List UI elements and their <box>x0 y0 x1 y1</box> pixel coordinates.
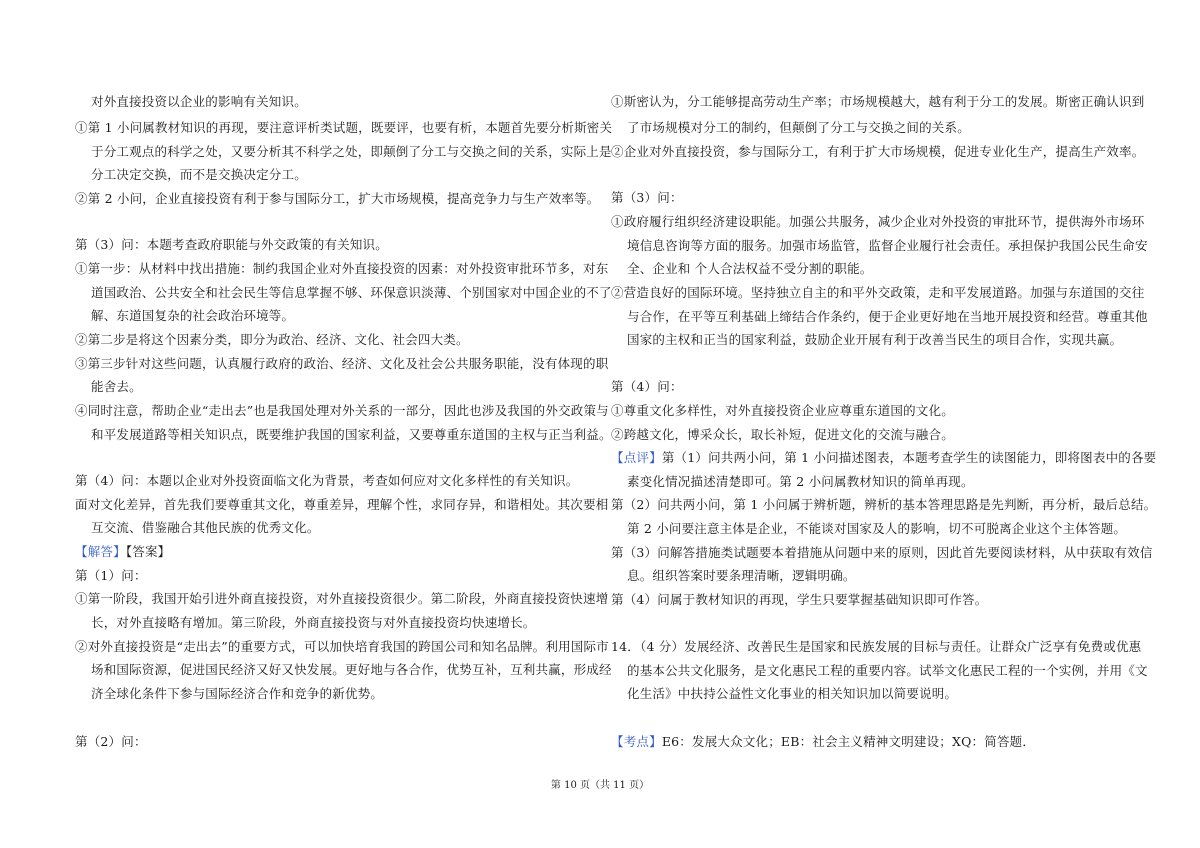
paragraph: ①第一步：从材料中找出措施：制约我国企业对外直接投资的因素：对外投资审批环节多，对东 <box>75 261 609 276</box>
paragraph: 长，对外直接略有增加。第三阶段，外商直接投资与对外直接投资均快速增长。 <box>91 615 536 630</box>
paragraph: 于分工观点的科学之处，又要分析其不科学之处，即颠倒了分工与交换之间的关系，实际上是 <box>91 144 612 159</box>
paragraph: ①第一阶段，我国开始引进外商直接投资，对外直接投资很少。第二阶段，外商直接投资快速增 <box>75 591 609 606</box>
paragraph: ③第三步针对这些问题，认真履行政府的政治、经济、文化及社会公共服务职能，没有体现的职 <box>75 356 609 371</box>
paragraph: 第（2）问共两小问，第 1 小问属于辨析题，辨析的基本答理思路是先判断，再分析，最后总结。 <box>611 497 1157 512</box>
paragraph: 的基本公共文化服务，是文化惠民工程的重要内容。试举文化惠民工程的一个实例，并用《文 <box>627 663 1148 678</box>
paragraph: 第（4）问属于教材知识的再现，学生只要掌握基础知识即可作答。 <box>611 592 988 607</box>
paragraph: ②第二步是将这个因素分类，即分为政治、经济、文化、社会四大类。 <box>75 332 469 347</box>
paragraph: 境信息咨询等方面的服务。加强市场监管，监督企业履行社会责任。承担保护我国公民生命安 <box>627 238 1148 253</box>
daan-label: 【答案】 <box>125 544 171 559</box>
paragraph: 道国政治、公共安全和社会民生等信息掌握不够、环保意识淡薄、个别国家对中国企业的不了 <box>91 285 612 300</box>
paragraph: 化生活》中扶持公益性文化事业的相关知识加以简要说明。 <box>627 686 958 701</box>
page-footer: 第 10 页（共 11 页） <box>550 780 650 791</box>
section-heading: 第（2）问： <box>75 734 147 749</box>
section-heading: 第（4）问：本题以企业对外投资面临文化为背景，考查如何应对文化多样性的有关知识。 <box>75 473 579 488</box>
paragraph: 与合作，在平等互利基础上缔结合作条约，便于企业更好地在当地开展投资和经营。尊重其他 <box>627 309 1148 324</box>
paragraph: 和平发展道路等相关知识点，既要维护我国的国家利益，又要尊重东道国的主权与正当利益。 <box>91 427 612 442</box>
paragraph: 解、东道国复杂的社会政治环境等。 <box>91 308 295 323</box>
section-heading: 第（3）问： <box>611 190 683 205</box>
section-heading: 第（3）问：本题考查政府职能与外交政策的有关知识。 <box>75 237 388 252</box>
paragraph: ①第 1 小问属教材知识的再现，要注意评析类试题，既要评，也要有析，本题首先要分析斯密关 <box>75 120 613 135</box>
paragraph: 对外直接投资以企业的影响有关知识。 <box>91 94 307 109</box>
section-heading: 第（1）问： <box>75 568 147 583</box>
paragraph: 第（3）问解答措施类试题要本着措施从问题中来的原则，因此首先要阅读材料，从中获取有效信 <box>611 545 1153 560</box>
paragraph: ④同时注意，帮助企业“走出去”也是我国处理对外关系的一部分，因此也涉及我国的外交政策与 <box>75 403 609 418</box>
paragraph: 场和国际资源，促进国民经济又好又快发展。更好地与各合作，优势互补，互利共赢，形成经 <box>91 662 612 677</box>
paragraph: ②企业对外直接投资，参与国际分工，有利于扩大市场规模，促进专业化生产，提高生产效率。 <box>611 144 1145 159</box>
paragraph: 息。组织答案时要条理清晰，逻辑明确。 <box>627 568 856 583</box>
paragraph: 素变化情况描述清楚即可。第 2 小问属教材知识的简单再现。 <box>627 474 974 489</box>
kaodian-text: E6：发展大众文化；EB：社会主义精神文明建设；XQ：简答题． <box>661 734 1036 749</box>
paragraph: 了市场规模对分工的制约，但颠倒了分工与交换之间的关系。 <box>627 120 970 135</box>
paragraph: ②跨越文化，博采众长，取长补短，促进文化的交流与融合。 <box>611 427 954 442</box>
paragraph: ②营造良好的国际环境。坚持独立自主的和平外交政策，走和平发展道路。加强与东道国的交往 <box>611 285 1145 300</box>
paragraph: 第 2 小问要注意主体是企业，不能谈对国家及人的影响，切不可脱离企业这个主体答题。 <box>627 521 1127 536</box>
paragraph: ②对外直接投资是“走出去”的重要方式，可以加快培育我国的跨国公司和知名品牌。利用国际市 <box>75 639 609 654</box>
kaodian-tag: 【考点】 <box>611 734 662 749</box>
paragraph: 能舍去。 <box>91 379 142 394</box>
paragraph: 分工决定交换，而不是交换决定分工。 <box>91 167 307 182</box>
question-14: 14．（4 分）发展经济、改善民生是国家和民族发展的目标与责任。让群众广泛享有免费或优惠 <box>611 639 1142 654</box>
paragraph: 全、企业和 个人合法权益不受分割的职能。 <box>627 261 873 276</box>
dianping-tag: 【点评】 <box>611 450 662 465</box>
section-heading: 第（4）问： <box>611 379 683 394</box>
paragraph: ①政府履行组织经济建设职能。加强公共服务，减少企业对外投资的审批环节，提供海外市场环 <box>611 214 1145 229</box>
kaodian-line <box>611 734 1151 750</box>
paragraph: ①尊重文化多样性，对外直接投资企业应尊重东道国的文化。 <box>611 403 954 418</box>
comment-text: 第（1）问共两小问，第 1 小问描述图表，本题考查学生的读图能力，即将图表中的各要 <box>661 450 1157 465</box>
paragraph: 济全球化条件下参与国际经济合作和竞争的新优势。 <box>91 686 384 701</box>
answer-heading <box>75 544 605 560</box>
paragraph: 面对文化差异，首先我们要尊重其文化，尊重差异，理解个性，求同存异，和谐相处。其次要相 <box>75 497 609 512</box>
jieda-tag: 【解答】 <box>75 544 126 559</box>
paragraph: 互交流、借鉴融合其他民族的优秀文化。 <box>91 520 320 535</box>
paragraph: ②第 2 小问，企业直接投资有利于参与国际分工，扩大市场规模，提高竞争力与生产效率等。 <box>75 191 600 206</box>
comment-line <box>611 450 1157 466</box>
paragraph: ①斯密认为，分工能够提高劳动生产率；市场规模越大，越有利于分工的发展。斯密正确认识到 <box>611 94 1145 109</box>
paragraph: 国家的主权和正当的国家利益，鼓励企业开展有利于改善当民生的项目合作，实现共赢。 <box>627 332 1123 347</box>
